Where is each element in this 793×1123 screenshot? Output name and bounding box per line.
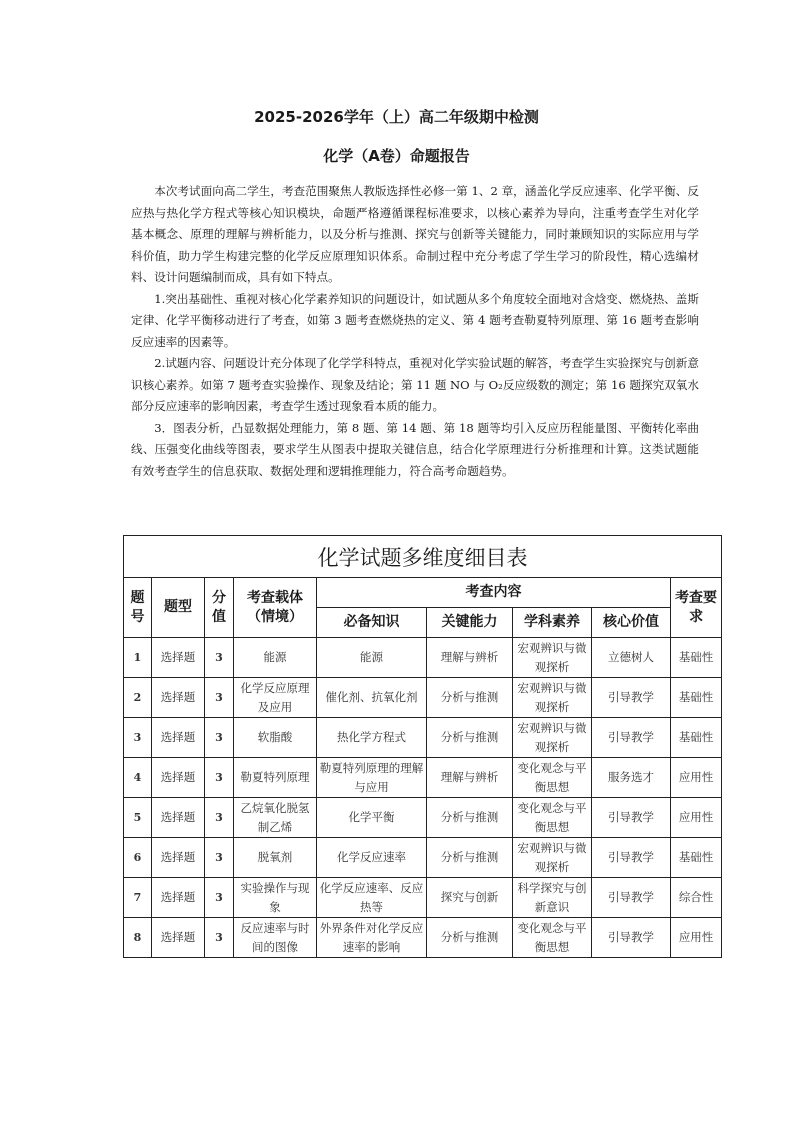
cell-ability: 分析与推测 <box>427 678 513 718</box>
cell-value: 引导教学 <box>592 918 671 958</box>
cell-literacy: 科学探究与创新意识 <box>513 878 592 918</box>
feature-paragraph-3: 3．图表分析，凸显数据处理能力，第 8 题、第 14 题、第 18 题等均引入反应历程能量图、平衡转化率曲线、压强变化曲线等图表，要求学生从图表中提取关键信息，结合化学原理进行分析推理和计算。这类试题能有效考查学生的信息获取、数据处理和逻辑推理能力，符合高考命题趋势。 <box>131 420 699 478</box>
cell-ability: 理解与辨析 <box>427 758 513 798</box>
cell-requirement: 应用性 <box>671 798 722 838</box>
cell-type: 选择题 <box>152 718 205 758</box>
cell-value: 引导教学 <box>592 878 671 918</box>
table-row <box>124 838 722 878</box>
header-ability: 关键能力 <box>427 608 513 638</box>
cell-requirement: 基础性 <box>671 678 722 718</box>
cell-literacy: 宏观辨识与微观探析 <box>513 718 592 758</box>
cell-value: 引导教学 <box>592 678 671 718</box>
cell-carrier: 脱氧剂 <box>234 838 317 878</box>
specification-table <box>123 535 722 958</box>
cell-carrier: 勒夏特列原理 <box>234 758 317 798</box>
cell-type: 选择题 <box>152 918 205 958</box>
cell-requirement: 综合性 <box>671 878 722 918</box>
cell-num: 2 <box>124 678 152 718</box>
table-row <box>124 798 722 838</box>
cell-score: 3 <box>205 758 234 798</box>
cell-type: 选择题 <box>152 678 205 718</box>
cell-ability: 探究与创新 <box>427 878 513 918</box>
cell-carrier: 实验操作与现象 <box>234 878 317 918</box>
cell-literacy: 变化观念与平衡思想 <box>513 918 592 958</box>
cell-type: 选择题 <box>152 838 205 878</box>
cell-score: 3 <box>205 878 234 918</box>
header-literacy: 学科素养 <box>513 608 592 638</box>
cell-ability: 分析与推测 <box>427 838 513 878</box>
cell-knowledge: 催化剂、抗氧化剂 <box>317 678 427 718</box>
cell-num: 4 <box>124 758 152 798</box>
cell-value: 引导教学 <box>592 798 671 838</box>
cell-type: 选择题 <box>152 638 205 678</box>
table-row <box>124 758 722 798</box>
cell-literacy: 变化观念与平衡思想 <box>513 758 592 798</box>
cell-num: 7 <box>124 878 152 918</box>
cell-knowledge: 热化学方程式 <box>317 718 427 758</box>
table-row <box>124 718 722 758</box>
cell-type: 选择题 <box>152 878 205 918</box>
cell-knowledge: 外界条件对化学反应速率的影响 <box>317 918 427 958</box>
cell-num: 5 <box>124 798 152 838</box>
report-body <box>131 181 699 482</box>
table-row <box>124 918 722 958</box>
cell-literacy: 宏观辨识与微观探析 <box>513 838 592 878</box>
document-title: 2025-2026学年（上）高二年级期中检测 <box>254 108 539 126</box>
cell-requirement: 基础性 <box>671 718 722 758</box>
cell-score: 3 <box>205 678 234 718</box>
header-requirement: 考查要求 <box>671 578 722 638</box>
cell-knowledge: 勒夏特列原理的理解与应用 <box>317 758 427 798</box>
header-carrier: 考查载体（情境） <box>234 578 317 638</box>
cell-num: 8 <box>124 918 152 958</box>
cell-value: 引导教学 <box>592 838 671 878</box>
table-row <box>124 638 722 678</box>
cell-literacy: 宏观辨识与微观探析 <box>513 678 592 718</box>
cell-value: 立德树人 <box>592 638 671 678</box>
cell-score: 3 <box>205 918 234 958</box>
feature-paragraph-2: 2.试题内容、问题设计充分体现了化学学科特点，重视对化学实验试题的解答，考查学生实验探究与创新意识核心素养。如第 7 题考查实验操作、现象及结论；第 11 题 NO 与 O₂反应级数的测定；第 16 题探究双氧水部分反应速率的影响因素，考查学生透过现象看本质的能力。 <box>131 356 699 413</box>
table-row <box>124 678 722 718</box>
document-subtitle: 化学（A卷）命题报告 <box>323 147 470 165</box>
cell-value: 服务选才 <box>592 758 671 798</box>
cell-knowledge: 化学平衡 <box>317 798 427 838</box>
cell-literacy: 宏观辨识与微观探析 <box>513 638 592 678</box>
header-score: 分值 <box>205 578 234 638</box>
cell-type: 选择题 <box>152 798 205 838</box>
cell-score: 3 <box>205 638 234 678</box>
cell-requirement: 基础性 <box>671 838 722 878</box>
cell-carrier: 反应速率与时间的图像 <box>234 918 317 958</box>
cell-type: 选择题 <box>152 758 205 798</box>
cell-num: 3 <box>124 718 152 758</box>
table-row <box>124 878 722 918</box>
header-value: 核心价值 <box>592 608 671 638</box>
cell-carrier: 软脂酸 <box>234 718 317 758</box>
cell-score: 3 <box>205 798 234 838</box>
cell-requirement: 应用性 <box>671 758 722 798</box>
cell-ability: 理解与辨析 <box>427 638 513 678</box>
cell-ability: 分析与推测 <box>427 798 513 838</box>
cell-ability: 分析与推测 <box>427 718 513 758</box>
cell-value: 引导教学 <box>592 718 671 758</box>
cell-knowledge: 化学反应速率、反应热等 <box>317 878 427 918</box>
feature-paragraph-1: 1.突出基础性、重视对核心化学素养知识的问题设计，如试题从多个角度较全面地对含焓变、燃烧热、盖斯定律、化学平衡移动进行了考查，如第 3 题考查燃烧热的定义、第 4 题考查勒夏特列原理、第 16 题考查影响反应速率的因素等。 <box>131 291 699 349</box>
cell-num: 1 <box>124 638 152 678</box>
header-knowledge: 必备知识 <box>317 608 427 638</box>
cell-carrier: 乙烷氧化脱氢制乙烯 <box>234 798 317 838</box>
cell-score: 3 <box>205 718 234 758</box>
intro-paragraph: 本次考试面向高二学生，考查范围聚焦人教版选择性必修一第 1、2 章，涵盖化学反应速率、化学平衡、反应热与热化学方程式等核心知识模块，命题严格遵循课程标准要求，以核心素养为导向，注重考查学生对化学基本概念、原理的理解与辨析能力，以及分析与推测、探究与创新等关键能力，同时兼顾知识的实际应用与学科价值，助力学生构建完整的化学反应原理知识体系。命制过程中充分考虑了学生学习的阶段性，精心选编材料、设计问题编制而成，具有如下特点。 <box>131 184 699 284</box>
header-content: 考查内容 <box>317 578 671 608</box>
table-title: 化学试题多维度细目表 <box>124 536 722 578</box>
cell-requirement: 应用性 <box>671 918 722 958</box>
cell-knowledge: 化学反应速率 <box>317 838 427 878</box>
cell-carrier: 化学反应原理及应用 <box>234 678 317 718</box>
header-type: 题型 <box>152 578 205 638</box>
cell-carrier: 能源 <box>234 638 317 678</box>
cell-ability: 分析与推测 <box>427 918 513 958</box>
cell-literacy: 变化观念与平衡思想 <box>513 798 592 838</box>
cell-score: 3 <box>205 838 234 878</box>
header-num: 题号 <box>124 578 152 638</box>
cell-num: 6 <box>124 838 152 878</box>
cell-knowledge: 能源 <box>317 638 427 678</box>
cell-requirement: 基础性 <box>671 638 722 678</box>
